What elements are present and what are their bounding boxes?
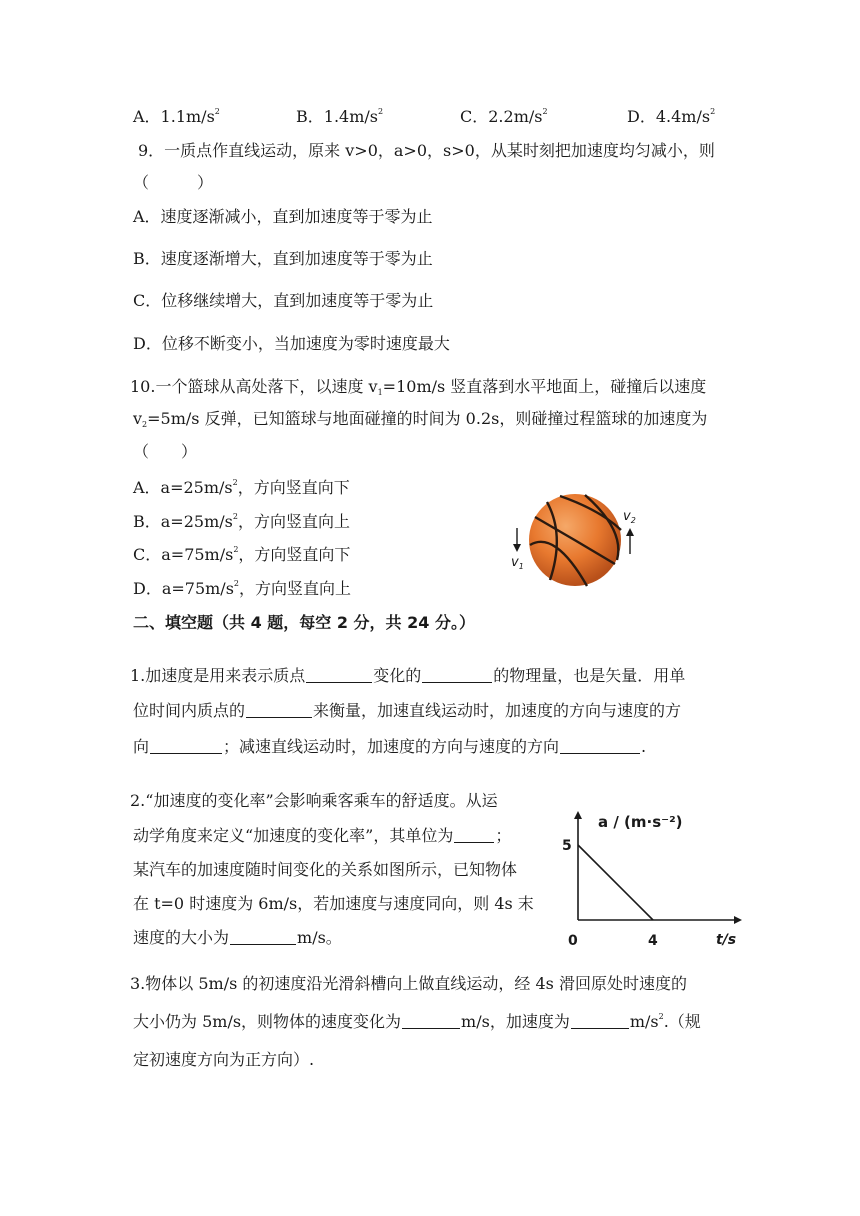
v1-arrow-icon bbox=[513, 528, 521, 552]
fill3-line2: 大小仍为 5m/s，则物体的速度变化为 m/s，加速度为 $m/s^2$.（规 bbox=[133, 1012, 701, 1031]
fill3-line3: 定初速度方向为正方向）. bbox=[133, 1050, 315, 1069]
acceleration-time-graph bbox=[548, 795, 748, 955]
fill2-line1: 2.“加速度的变化率”会影响乘客乘车的舒适度。从运 bbox=[130, 791, 498, 810]
q9-option-a: A．速度逐渐减小，直到加速度等于零为止 bbox=[133, 207, 433, 226]
v2-arrow-icon bbox=[626, 528, 634, 554]
q10-option-d: D．$a=75m/s^2$，方向竖直向上 bbox=[133, 579, 352, 598]
section-fill-in-title: 二、填空题（共 4 题，每空 2 分，共 24 分。） bbox=[133, 613, 475, 632]
fill1-line3: 向 ；减速直线运动时，加速度的方向与速度的方向 . bbox=[133, 737, 647, 756]
fill2-line4: 在 t=0 时速度为 6m/s，若加速度与速度同向，则 4s 末 bbox=[133, 894, 534, 913]
y-axis-label: a / (m·s⁻²) bbox=[598, 813, 683, 831]
fill1-line1: 1.加速度是用来表示质点 变化的 的物理量，也是矢量．用单 bbox=[130, 666, 686, 685]
q10-option-b: B．$a=25m/s^2$，方向竖直向上 bbox=[133, 512, 350, 531]
fill1-blank-2[interactable] bbox=[422, 666, 492, 683]
v2-label: $v_2$ bbox=[623, 509, 636, 525]
q8-option-a: A．$1.1m/s^2$ bbox=[133, 107, 220, 126]
fill3-blank-2[interactable] bbox=[571, 1012, 629, 1029]
basketball-icon bbox=[529, 494, 621, 586]
q9-option-c: C．位移继续增大，直到加速度等于零为止 bbox=[133, 291, 434, 310]
q9-option-d: D．位移不断变小，当加速度为零时速度最大 bbox=[133, 334, 450, 353]
q8-option-d: D．$4.4m/s^2$ bbox=[627, 107, 716, 126]
q9-stem: 9．一质点作直线运动，原来 v>0，a>0，s>0，从某时刻把加速度均匀减小，则 bbox=[138, 141, 715, 160]
q10-option-a: A．$a=25m/s^2$，方向竖直向下 bbox=[133, 478, 350, 497]
q9-option-b: B．速度逐渐增大，直到加速度等于零为止 bbox=[133, 249, 433, 268]
fill3-blank-1[interactable] bbox=[402, 1012, 460, 1029]
fill2-line3: 某汽车的加速度随时间变化的关系如图所示，已知物体 bbox=[133, 860, 518, 879]
fill1-blank-4[interactable] bbox=[150, 737, 222, 754]
fill1-blank-3[interactable] bbox=[246, 701, 312, 718]
q8-option-c: C．$2.2m/s^2$ bbox=[460, 107, 548, 126]
x-axis bbox=[578, 916, 742, 924]
fill2-blank-2[interactable] bbox=[230, 928, 296, 945]
q10-option-c: C．$a=75m/s^2$，方向竖直向下 bbox=[133, 545, 351, 564]
x-axis-label: t/s bbox=[716, 932, 737, 948]
fill3-line1: 3.物体以 5m/s 的初速度沿光滑斜槽向上做直线运动，经 4s 滑回原处时速度的 bbox=[130, 974, 687, 993]
q8-option-b: B．$1.4m/s^2$ bbox=[296, 107, 384, 126]
q9-paren: （ ） bbox=[133, 173, 214, 192]
basketball-illustration bbox=[505, 490, 655, 590]
fill1-blank-5[interactable] bbox=[560, 737, 640, 754]
x-tick-label-4: 4 bbox=[648, 933, 658, 949]
fill2-line2: 动学角度来定义“加速度的变化率”，其单位为 ； bbox=[133, 826, 512, 845]
series-line bbox=[578, 845, 653, 920]
y-tick-label-5: 5 bbox=[562, 838, 572, 854]
fill2-line5: 速度的大小为 m/s。 bbox=[133, 928, 342, 947]
q10-paren: （ ） bbox=[133, 442, 198, 461]
q10-stem-line1: 10.一个篮球从高处落下，以速度 $v_1=10m/s$ 竖直落到水平地面上，碰撞后以速度 bbox=[130, 377, 707, 397]
v1-label: $v_1$ bbox=[511, 555, 524, 571]
fill2-blank-1[interactable] bbox=[454, 826, 494, 843]
fill1-blank-1[interactable] bbox=[306, 666, 372, 683]
origin-label: 0 bbox=[568, 933, 578, 949]
q8-options bbox=[133, 104, 733, 126]
y-axis bbox=[574, 811, 582, 920]
fill1-line2: 位时间内质点的 来衡量，加速直线运动时，加速度的方向与速度的方 bbox=[133, 701, 682, 720]
q10-stem-line2: $v_2=5m/s$ 反弹，已知篮球与地面碰撞的时间为 0.2s，则碰撞过程篮球的加速度为 bbox=[133, 409, 708, 429]
